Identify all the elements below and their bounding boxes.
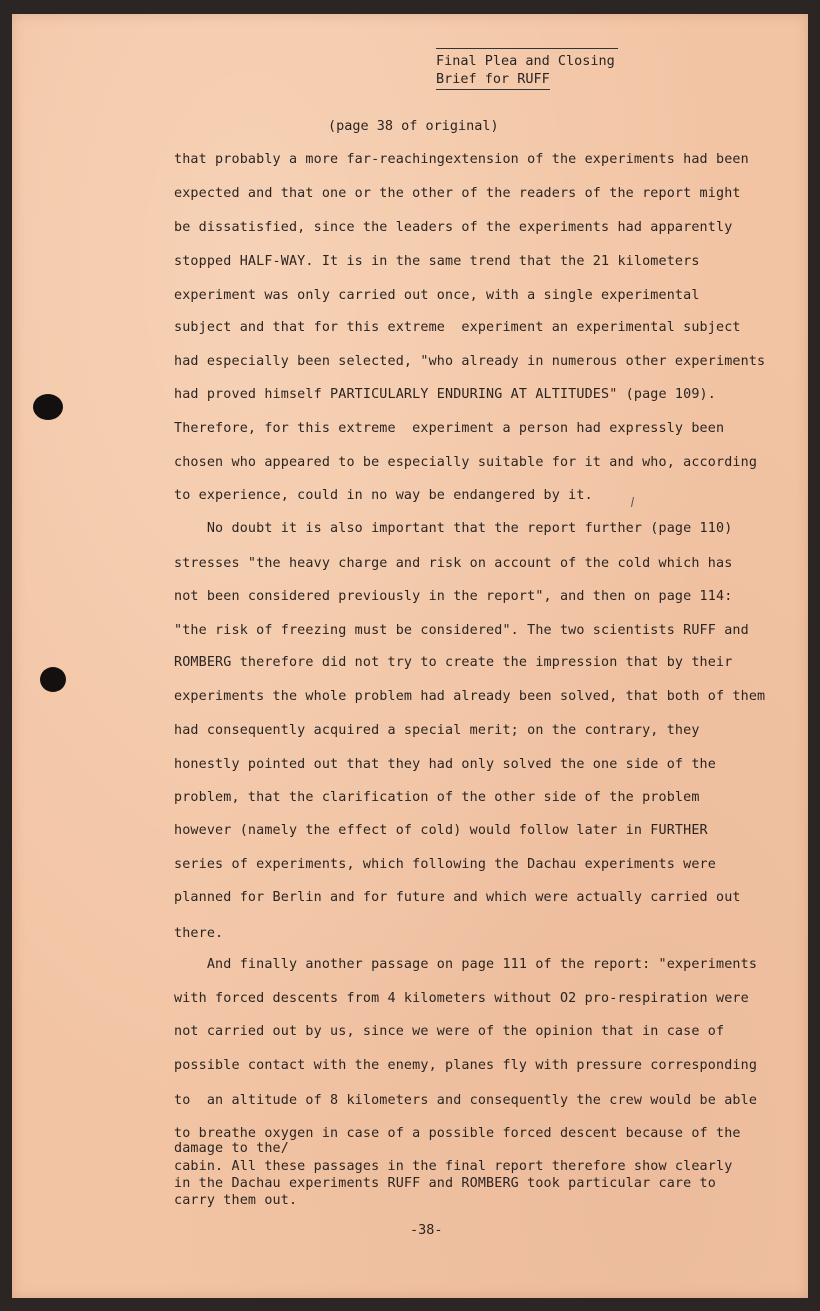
text-line: not carried out by us, since we were of the opinion that in case of [174,1024,725,1039]
text-line: to experience, could in no way be endangered by it. [174,488,593,503]
text-line: planned for Berlin and for future and which were actually carried out [174,890,741,905]
text-line: experiment was only carried out once, with a single experimental [174,288,700,303]
text-line: problem, that the clarification of the other side of the problem [174,790,700,805]
text-line: however (namely the effect of cold) would follow later in FURTHER [174,823,708,838]
text-line: had especially been selected, "who already in numerous other experiments [174,354,766,369]
text-line: not been considered previously in the report", and then on page 114: [174,589,733,604]
text-line: in the Dachau experiments RUFF and ROMBERG took particular care to [174,1176,716,1191]
header-line-1: Final Plea and Closing [436,53,615,69]
text-line: to an altitude of 8 kilometers and consequently the crew would be able [174,1093,758,1108]
text-line: stopped HALF-WAY. It is in the same trend that the 21 kilometers [174,254,700,269]
text-line: cabin. All these passages in the final report therefore show clearly [174,1159,733,1174]
text-line: honestly pointed out that they had only solved the one side of the [174,757,716,772]
text-line: there. [174,926,224,941]
text-line: subject and that for this extreme experiment an experimental subject [174,320,741,335]
text-line: to breathe oxygen in case of a possible forced descent because of the [174,1126,741,1141]
text-line: chosen who appeared to be especially suitable for it and who, according [174,455,758,470]
text-line: stresses "the heavy charge and risk on account of the cold which has [174,556,733,571]
text-line: "the risk of freezing must be considered". The two scientists RUFF and [174,623,749,638]
text-line: experiments the whole problem had already been solved, that both of them [174,689,766,704]
text-line: had consequently acquired a special merit; on the contrary, they [174,723,700,738]
text-line: series of experiments, which following the Dachau experiments were [174,857,716,872]
text-line: possible contact with the enemy, planes fly with pressure corresponding [174,1058,758,1073]
text-line: had proved himself PARTICULARLY ENDURING AT ALTITUDES" (page 109). [174,387,716,402]
punch-hole [33,394,63,420]
body-text [174,0,774,1208]
text-line: be dissatisfied, since the leaders of the experiments had apparently [174,220,733,235]
text-line: ROMBERG therefore did not try to create the impression that by their [174,655,733,670]
text-line: with forced descents from 4 kilometers without O2 pro-respiration were [174,991,749,1006]
text-line: carry them out. [174,1193,298,1208]
text-line: Therefore, for this extreme experiment a person had expressly been [174,421,725,436]
page-number: -38- [410,1222,443,1238]
header-line-2: Brief for RUFF [436,70,550,90]
text-line: damage to the/ [174,1141,289,1156]
punch-hole [40,667,66,692]
text-line: expected and that one or the other of the readers of the report might [174,186,741,201]
text-line: And finally another passage on page 111 of the report: "experiments [174,957,758,972]
page-reference: (page 38 of original) [328,118,499,134]
text-line: No doubt it is also important that the report further (page 110) [174,521,733,536]
text-line: that probably a more far-reachingextension of the experiments had been [174,152,749,167]
